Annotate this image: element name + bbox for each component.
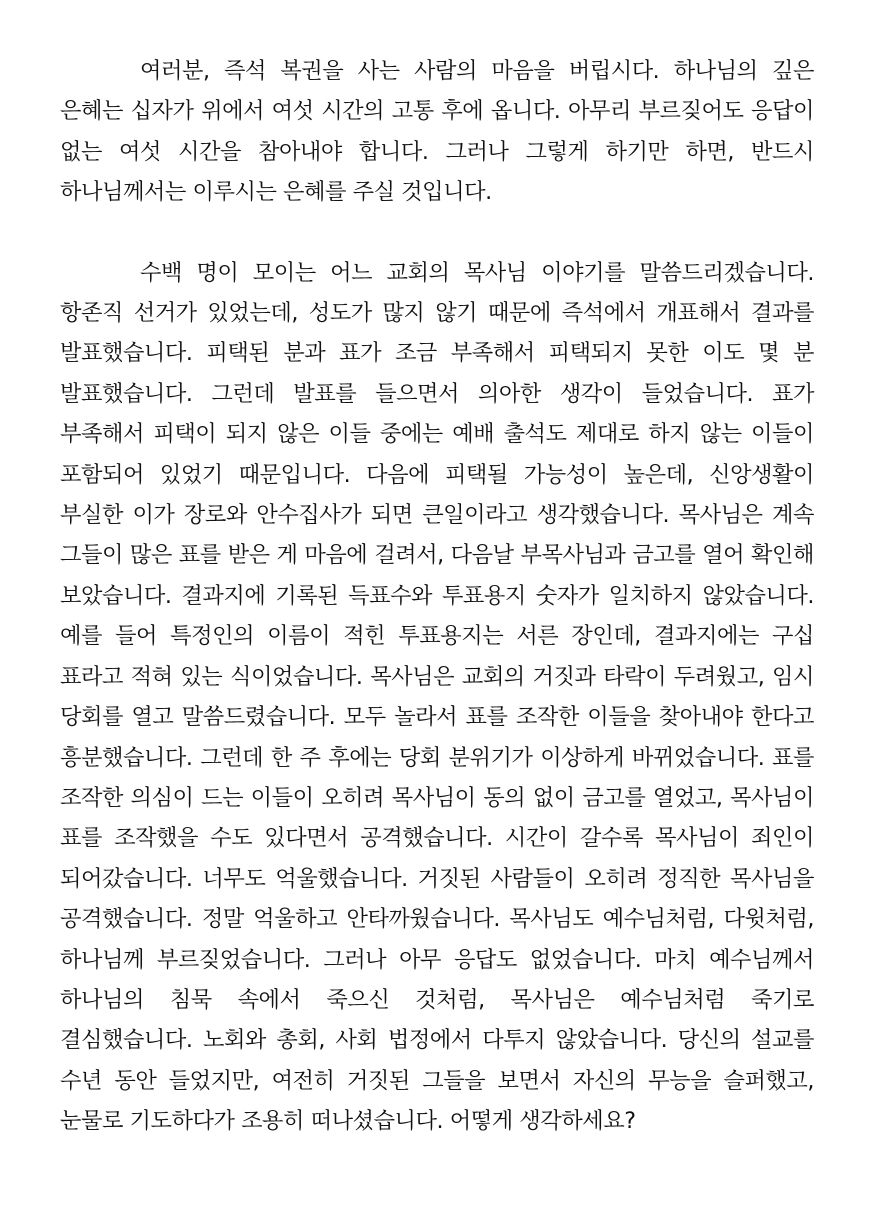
- paragraph-intro: 여러분, 즉석 복권을 사는 사람의 마음을 버립시다. 하나님의 깊은 은혜는 십자가 위에서 여섯 시간의 고통 후에 옵니다. 아무리 부르짖어도 응답이 없는 여섯 시간을 참아내야 합니다. 그러나 그렇게 하기만 하면, 반드시 하나님께서는 이루시는 은혜를 주실 것입니다.: [60, 58, 814, 206]
- paragraph-story: 수백 명이 모이는 어느 교회의 목사님 이야기를 말씀드리겠습니다. 항존직 선거가 있었는데, 성도가 많지 않기 때문에 즉석에서 개표해서 결과를 발표했습니다. 피택된 분과 표가 조금 부족해서 피택되지 못한 이도 몇 분 발표했습니다. 그런데 발표를 들으면서 의아한 생각이 들었습니다. 표가 부족해서 피택이 되지 않은 이들 중에는 예배 출석도 제대로 하지 않는 이들이 포함되어 있었기 때문입니다. 다음에 피택될 가능성이 높은데, 신앙생활이 부실한 이가 장로와 안수집사가 되면 큰일이라고 생각했습니다. 목사님은 계속 그들이 많은 표를 받은 게 마음에 걸려서, 다음날 부목사님과 금고를 열어 확인해 보았습니다. 결과지에 기록된 득표수와 투표용지 숫자가 일치하지 않았습니다. 예를 들어 특정인의 이름이 적힌 투표용지는 서른 장인데, 결과지에는 구십 표라고 적혀 있는 식이었습니다. 목사님은 교회의 거짓과 타락이 두려웠고, 임시 당회를 열고 말씀드렸습니다. 모두 놀라서 표를 조작한 이들을 찾아내야 한다고 흥분했습니다. 그런데 한 주 후에는 당회 분위기가 이상하게 바뀌었습니다. 표를 조작한 의심이 드는 이들이 오히려 목사님이 동의 없이 금고를 열었고, 목사님이 표를 조작했을 수도 있다면서 공격했습니다. 시간이 갈수록 목사님이 죄인이 되어갔습니다. 너무도 억울했습니다. 거짓된 사람들이 오히려 정직한 목사님을 공격했습니다. 정말 억울하고 안타까웠습니다. 목사님도 예수님처럼, 다윗처럼, 하나님께 부르짖었습니다. 그러나 아무 응답도 없었습니다. 마치 예수님께서 하나님의 침묵 속에서 죽으신 것처럼, 목사님은 예수님처럼 죽기로 결심했습니다. 노회와 총회, 사회 법정에서 다투지 않았습니다. 당신의 설교를 수년 동안 들었지만, 여전히 거짓된 그들을 보면서 자신의 무능을 슬퍼했고, 눈물로 기도하다가 조용히 떠나셨습니다. 어떻게 생각하세요?: [60, 259, 814, 1135]
